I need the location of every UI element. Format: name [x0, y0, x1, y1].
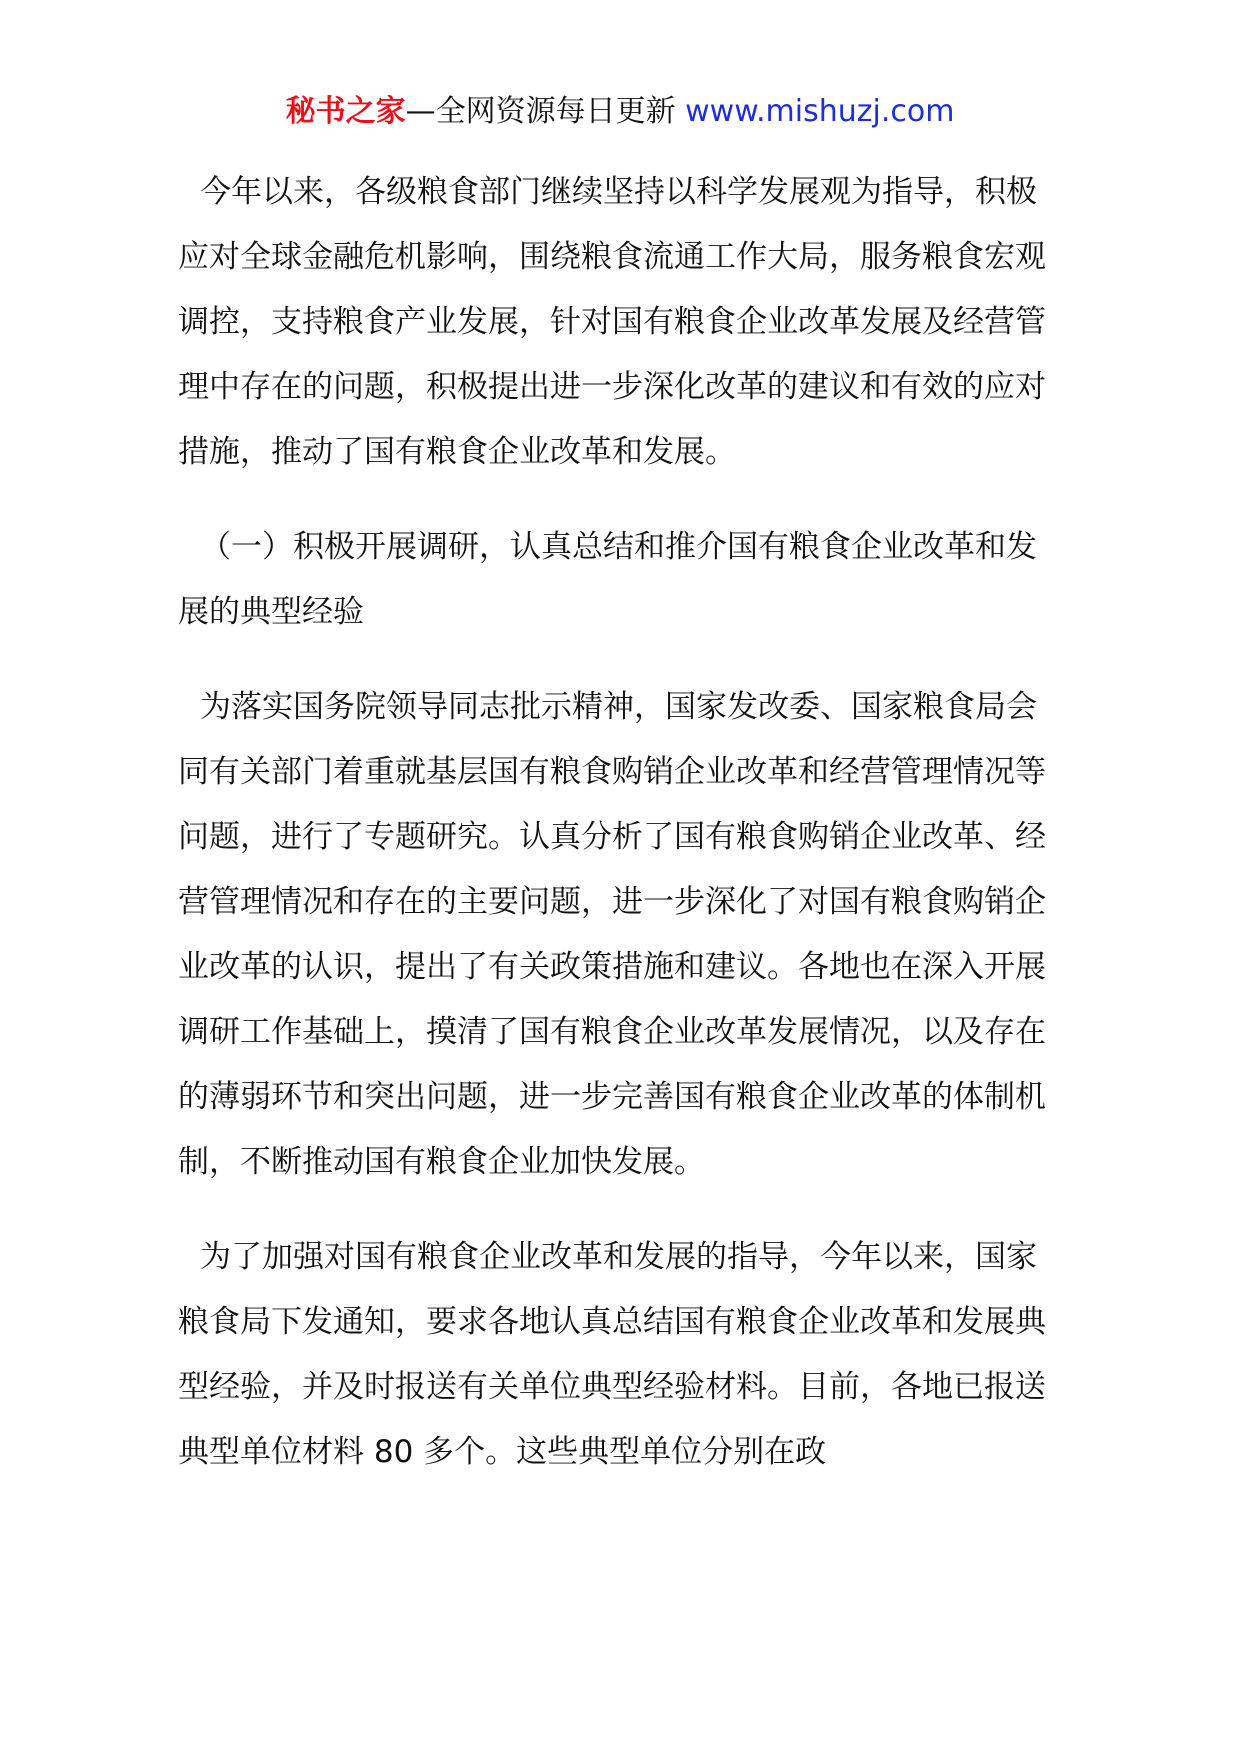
site-url-link[interactable]: www.mishuzj.com: [685, 94, 955, 129]
body-paragraph: 为了加强对国有粮食企业改革和发展的指导，今年以来，国家粮食局下发通知，要求各地认真总结国有粮食企业改革和发展典型经验，并及时报送有关单位典型经验材料。目前，各地已报送典型单位材料 80 多个。这些典型单位分别在政: [178, 1239, 1046, 1470]
header-tagline: —全网资源每日更新: [405, 94, 676, 129]
body-paragraph: 为落实国务院领导同志批示精神，国家发改委、国家粮食局会同有关部门着重就基层国有粮食购销企业改革和经营管理情况等问题，进行了专题研究。认真分析了国有粮食购销企业改革、经营管理情况和存在的主要问题，进一步深化了对国有粮食购销企业改革的认识，提出了有关政策措施和建议。各地也在深入开展调研工作基础上，摸清了国有粮食企业改革发展情况，以及存在的薄弱环节和突出问题，进一步完善国有粮食企业改革的体制机制，不断推动国有粮食企业加快发展。: [178, 689, 1046, 1180]
brand-name: 秘书之家: [285, 94, 406, 129]
section-heading: （一）积极开展调研，认真总结和推介国有粮食企业改革和发展的典型经验: [178, 529, 1037, 630]
document-body: [178, 160, 1060, 1485]
intro-paragraph: 今年以来，各级粮食部门继续坚持以科学发展观为指导，积极应对全球金融危机影响，围绕粮食流通工作大局，服务粮食宏观调控，支持粮食产业发展，针对国有粮食企业改革发展及经营管理中存在的问题，积极提出进一步深化改革的建议和有效的应对措施，推动了国有粮食企业改革和发展。: [178, 174, 1046, 470]
site-header: [0, 92, 1240, 132]
